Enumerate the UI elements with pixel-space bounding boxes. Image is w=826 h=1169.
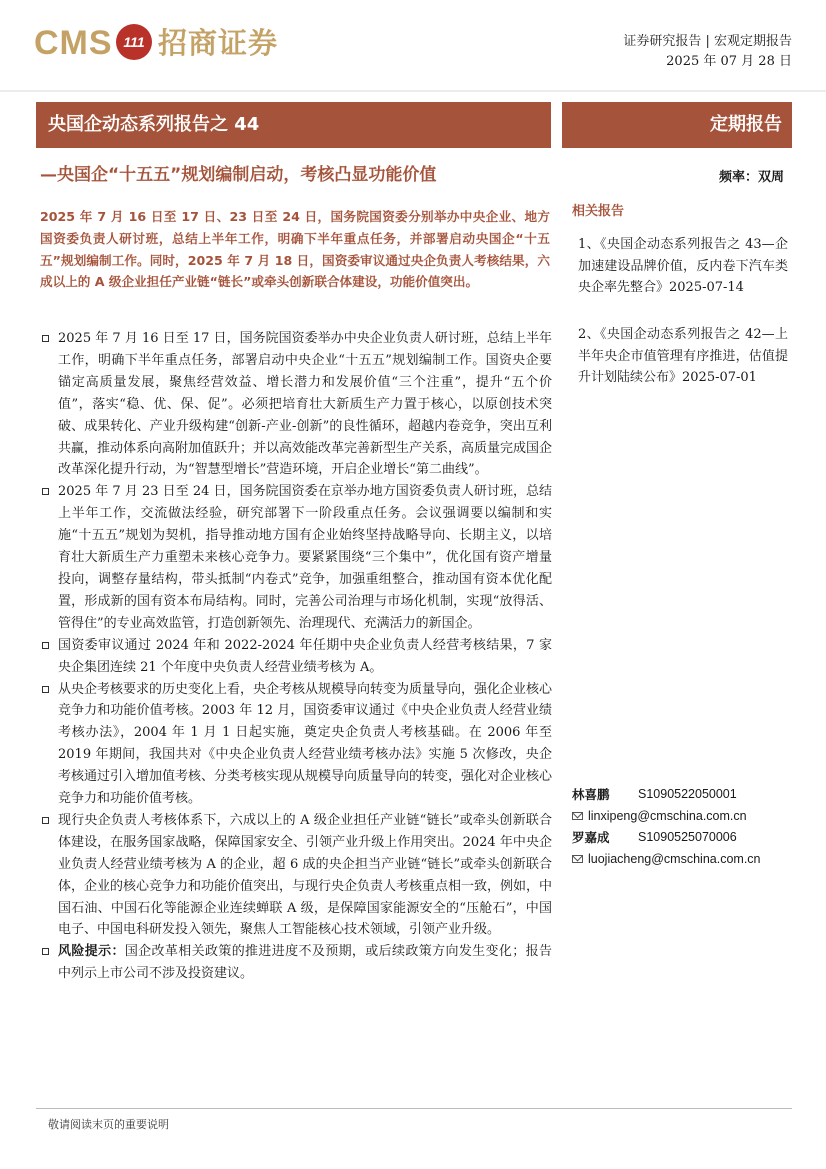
mail-icon	[572, 812, 583, 820]
report-type-title: 定期报告	[562, 102, 792, 148]
company-logo	[34, 22, 284, 66]
logo-latin-text: CMS	[34, 24, 113, 62]
checkbox-bullet-icon	[42, 488, 49, 495]
analyst-row	[572, 784, 792, 806]
related-report-link[interactable]: 1、《央国企动态系列报告之 43—企加速建设品牌价值，反内卷下汽车类央企率先整合》2025-07-14	[578, 237, 788, 295]
header-divider	[0, 90, 826, 92]
logo-mark-icon: 111	[116, 24, 152, 60]
analyst-email[interactable]: luojiacheng@cmschina.com.cn	[588, 851, 761, 866]
bullet-text: 国资委审议通过 2024 年和 2022-2024 年任期中央企业负责人经营考核结果，7 家央企集团连续 21 个年度中央负责人经营业绩考核为 A。	[58, 637, 552, 675]
bullet-item	[40, 810, 552, 941]
risk-text: 国企改革相关政策的推进进度不及预期，或后续政策方向发生变化；报告中列示上市公司不涉及投资建议。	[58, 944, 552, 982]
bullet-text: 2025 年 7 月 23 日至 24 日，国务院国资委在京举办地方国资委负责人研讨班，总结上半年工作，交流做法经验，研究部署下一阶段重点任务。会议强调要以编制和实施“十五五”规划为契机，指导推动地方国有企业始终坚持战略导向、长期主义，以培育壮大新质生产力重塑未来核心竞争力。要紧紧围绕“三个集中”，优化国有资产增量投向，调整存量结构，带头抵制“内卷式”竞争，加强重组整合，推动国有资本优化配置，形成新的国有资本布局结构。同时，完善公司治理与市场化机制，实现“放得活、管得住”的专业高效监管，打造创新领先、治理现代、充满活力的新国企。	[58, 484, 552, 631]
analyst-email-row[interactable]	[572, 806, 792, 828]
series-title: 央国企动态系列报告之 44	[36, 102, 551, 148]
bullet-text: 从央企考核要求的历史变化上看，央企考核从规模导向转变为质量导向，强化企业核心竞争力和功能价值考核。2003 年 12 月，国资委审议通过《中央企业负责人经营业绩考核办法》，2004 年 1 月 1 日起实施，奠定央企负责人考核基础。在 2006 年至 2019 年期间，我国共对《中央企业负责人经营业绩考核办法》实施 5 次修改，央企考核通过引入增加值考核、分类考核实现从规模导向质量导向的转变，强化对企业核心竞争力和功能价值考核。	[58, 681, 553, 807]
analyst-license-id: S1090522050001	[638, 787, 737, 801]
related-report-link[interactable]: 2、《央国企动态系列报告之 42—上半年央企市值管理有序推进，估值提升计划陆续公布》2025-07-01	[578, 327, 788, 385]
bullet-item	[40, 679, 552, 810]
analyst-name: 罗嘉成	[572, 830, 610, 845]
report-meta	[623, 32, 792, 72]
analyst-email[interactable]: linxipeng@cmschina.com.cn	[588, 808, 747, 823]
analyst-block	[572, 784, 792, 870]
bullet-text: 现行央企负责人考核体系下，六成以上的 A 级企业担任产业链“链长”或牵头创新联合体建设，在服务国家战略，保障国家安全、引领产业升级上作用突出。2024 年中央企业负责人经营业绩考核为 A 的企业，超 6 成的央企担当产业链“链长”或牵头创新联合体，企业的核心竞争力和功能价值突出，与现行央企负责人考核重点相一致，例如，中国石油、中国石化等能源企业连续蝉联 A 级，是保障国家能源安全的“压舱石”，中国电子、中国电科研发投入领先，聚焦人工智能核心技术领域，引领产业升级。	[58, 812, 553, 938]
footer-divider	[36, 1108, 792, 1109]
risk-warning-item	[40, 941, 552, 985]
checkbox-bullet-icon	[42, 948, 49, 955]
main-bullet-list	[40, 328, 552, 985]
bullet-item	[40, 635, 552, 679]
bullet-text: 2025 年 7 月 16 日至 17 日，国务院国资委举办中央企业负责人研讨班，总结上半年工作，明确下半年重点任务，部署启动中央企业“十五五”规划编制工作。国资央企要锚定高质量发展，聚焦经营效益、增长潜力和发展价值“三个注重”，提升“五个价值”，落实“稳、优、保、促”。必须把培育壮大新质生产力置于核心，以原创技术突破、成果转化、产业升级构建“创新-产业-创新”的良性循环，超越内卷竞争，突出互利共赢，推动体系向高附加值跃升；并以高效能改革完善新型生产关系，高质量完成国企改革深化提升行动，为“智慧型增长”营造环境，开启企业增长“第二曲线”。	[58, 331, 553, 478]
analyst-row	[572, 827, 792, 849]
mail-icon	[572, 855, 583, 863]
checkbox-bullet-icon	[42, 642, 49, 649]
risk-label: 风险提示：	[58, 944, 125, 960]
analyst-email-row[interactable]	[572, 849, 792, 871]
checkbox-bullet-icon	[42, 817, 49, 824]
analyst-license-id: S1090525070006	[638, 830, 737, 844]
bullet-item	[40, 481, 552, 634]
logo-chinese-text: 招商证券	[158, 26, 279, 60]
bullet-item	[40, 328, 552, 481]
report-subtitle: —央国企“十五五”规划编制启动，考核凸显功能价值	[40, 165, 437, 185]
checkbox-bullet-icon	[42, 335, 49, 342]
summary-paragraph: 2025 年 7 月 16 日至 17 日、23 日至 24 日，国务院国资委分别举办中央企业、地方国资委负责人研讨班，总结上半年工作，明确下半年重点任务，并部署启动央国企“十五五”规划编制工作。同时，2025 年 7 月 18 日，国资委审议通过央企负责人考核结果，六成以上的 A 级企业担任产业链“链长”或牵头创新联合体建设，功能价值突出。	[40, 209, 550, 290]
report-date: 2025 年 07 月 28 日	[666, 54, 792, 69]
report-frequency: 频率：双周	[718, 170, 784, 185]
footer-disclaimer: 敬请阅读末页的重要说明	[48, 1118, 169, 1131]
related-reports-title: 相关报告	[572, 204, 625, 219]
report-category: 证券研究报告 | 宏观定期报告	[623, 34, 792, 49]
checkbox-bullet-icon	[42, 686, 49, 693]
analyst-name: 林喜鹏	[572, 787, 610, 802]
